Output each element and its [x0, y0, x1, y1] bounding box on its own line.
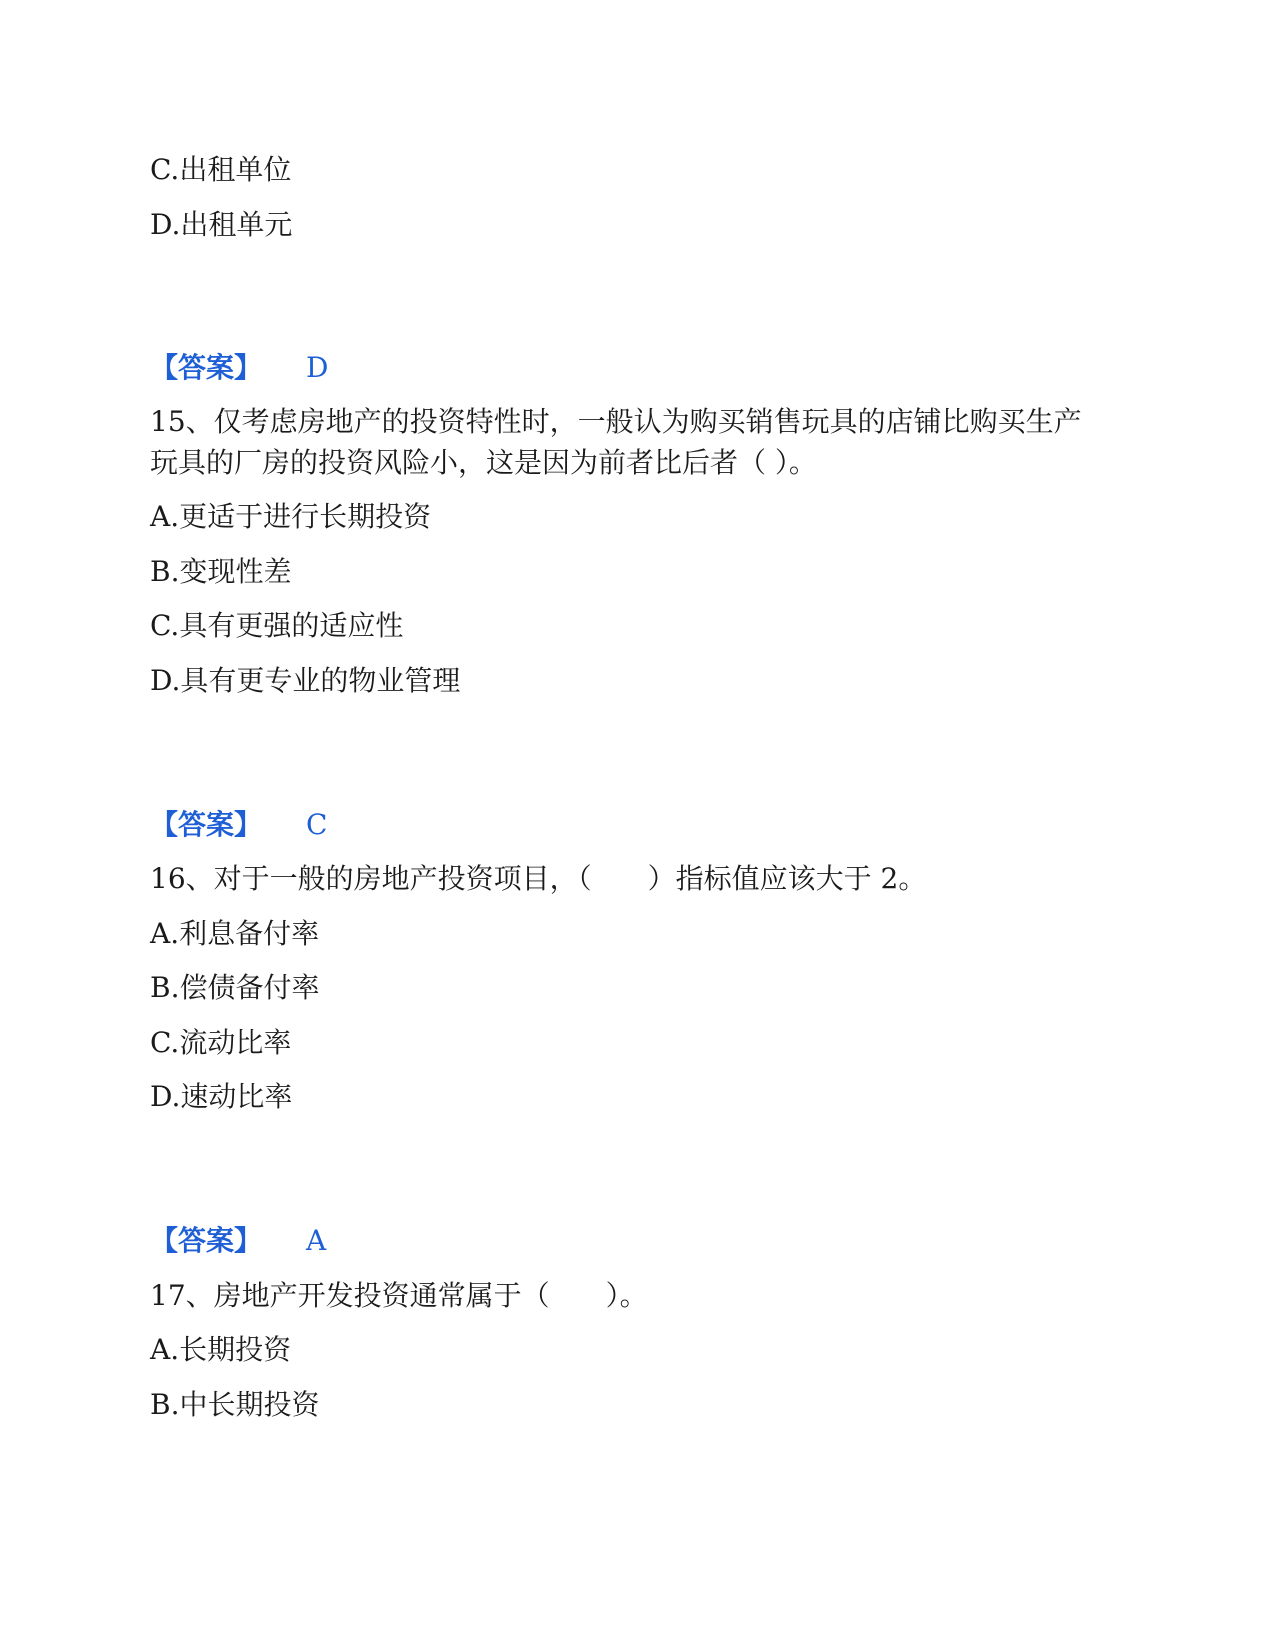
question-16-option-a: A.利息备付率 — [150, 917, 320, 950]
option-c: C.出租单位 — [150, 153, 292, 186]
question-16-stem: 16、对于一般的房地产投资项目，（ ）指标值应该大于 2。 — [150, 862, 927, 895]
answer-value: C — [306, 808, 328, 841]
question-15-option-c: C.具有更强的适应性 — [150, 609, 404, 642]
question-15-stem-line2: 玩具的厂房的投资风险小，这是因为前者比后者（ ）。 — [150, 446, 817, 479]
question-17-option-b: B.中长期投资 — [150, 1388, 320, 1421]
question-15-option-a: A.更适于进行长期投资 — [150, 500, 432, 533]
answer-value: A — [306, 1224, 327, 1257]
question-17-stem: 17、房地产开发投资通常属于（ ）。 — [150, 1279, 648, 1312]
option-d: D.出租单元 — [150, 208, 293, 241]
question-16-option-b: B.偿债备付率 — [150, 971, 320, 1004]
question-15-option-d: D.具有更专业的物业管理 — [150, 664, 461, 697]
answer-label: 【答案】 — [150, 351, 263, 384]
question-16-option-d: D.速动比率 — [150, 1080, 293, 1113]
question-16-answer-row — [150, 1221, 326, 1261]
question-15-answer-row — [150, 805, 327, 845]
answer-label: 【答案】 — [150, 1224, 263, 1257]
answer-value: D — [306, 351, 329, 384]
answer-row — [150, 348, 328, 388]
question-15-stem-line1: 15、仅考虑房地产的投资特性时，一般认为购买销售玩具的店铺比购买生产 — [150, 405, 1082, 438]
question-17-option-a: A.长期投资 — [150, 1333, 292, 1366]
question-15-option-b: B.变现性差 — [150, 555, 292, 588]
answer-label: 【答案】 — [150, 808, 263, 841]
question-16-option-c: C.流动比率 — [150, 1026, 292, 1059]
